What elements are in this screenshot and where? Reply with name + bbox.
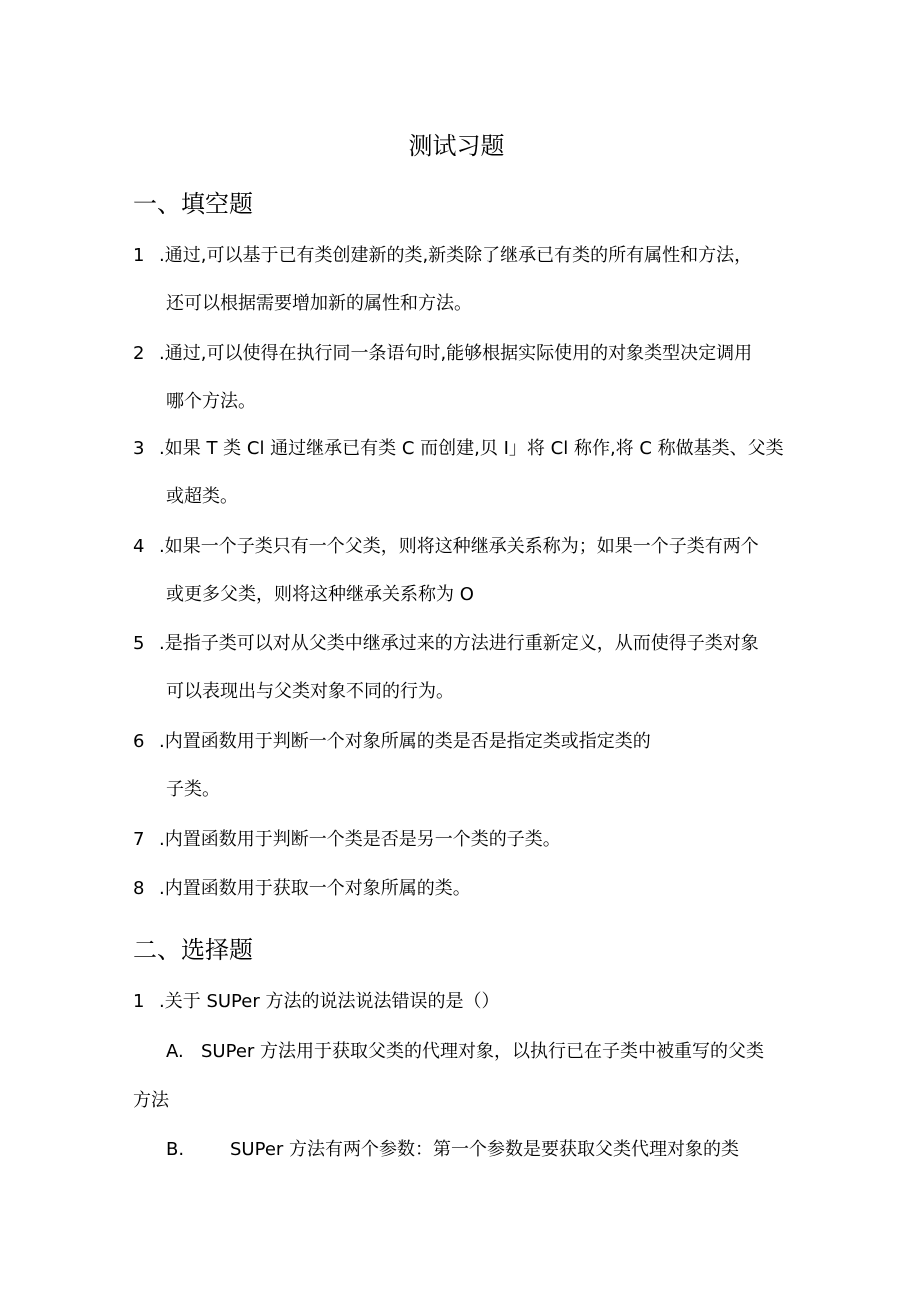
question-number: 1 — [133, 991, 145, 1012]
question-line — [133, 826, 561, 854]
question-number: 4 — [133, 536, 145, 557]
question-line — [133, 242, 752, 270]
question-continuation: 或超类。 — [166, 486, 238, 507]
question-number: 1 — [133, 245, 145, 266]
question-continuation: 哪个方法。 — [166, 391, 256, 412]
question-text: .内置函数用于判断一个类是否是另一个类的子类。 — [159, 829, 561, 850]
question-line — [133, 435, 784, 463]
question-continuation: 或更多父类，则将这种继承关系称为 O — [166, 584, 474, 605]
option-b — [166, 1136, 739, 1164]
option-text: SUPer 方法有两个参数：第一个参数是要获取父类代理对象的类 — [230, 1139, 740, 1160]
question-number: 5 — [133, 633, 145, 654]
question-continuation: 可以表现出与父类对象不同的行为。 — [166, 681, 454, 702]
section-heading-fill-blank: 一、填空题 — [133, 190, 253, 218]
question-text: .内置函数用于判断一个对象所属的类是否是指定类或指定类的 — [159, 731, 651, 752]
question-number: 6 — [133, 731, 145, 752]
question-line — [133, 988, 499, 1016]
question-number: 7 — [133, 829, 145, 850]
question-line — [133, 630, 759, 658]
section-heading-multiple-choice: 二、选择题 — [133, 936, 253, 964]
question-number: 3 — [133, 438, 145, 459]
question-number: 2 — [133, 343, 145, 364]
question-number: 8 — [133, 878, 145, 899]
question-line — [133, 340, 752, 368]
question-line — [133, 533, 759, 561]
question-line — [133, 875, 471, 903]
page-title: 测试习题 — [408, 132, 505, 160]
question-text: .通过,可以使得在执行同一条语句时,能够根据实际使用的对象类型决定调用 — [159, 343, 753, 364]
question-text: .内置函数用于获取一个对象所属的类。 — [159, 878, 471, 899]
question-text: .如果 T 类 Cl 通过继承已有类 C 而创建,贝 I」将 Cl 称作,将 C 称做基类、父类 — [159, 438, 784, 459]
question-text: .如果一个子类只有一个父类，则将这种继承关系称为；如果一个子类有两个 — [159, 536, 759, 557]
question-text: .通过,可以基于已有类创建新的类,新类除了继承已有类的所有属性和方法， — [159, 245, 753, 266]
option-letter: B. — [166, 1139, 185, 1160]
question-text: .关于 SUPer 方法的说法说法错误的是（） — [159, 991, 500, 1012]
option-a — [166, 1038, 764, 1066]
option-text: SUPer 方法用于获取父类的代理对象，以执行已在子类中被重写的父类 — [201, 1041, 765, 1062]
option-letter: A. — [166, 1041, 184, 1062]
question-continuation: 子类。 — [166, 779, 220, 800]
option-continuation: 方法 — [133, 1090, 169, 1111]
question-line — [133, 728, 651, 756]
question-continuation: 还可以根据需要增加新的属性和方法。 — [166, 293, 472, 314]
question-text: .是指子类可以对从父类中继承过来的方法进行重新定义，从而使得子类对象 — [159, 633, 759, 654]
